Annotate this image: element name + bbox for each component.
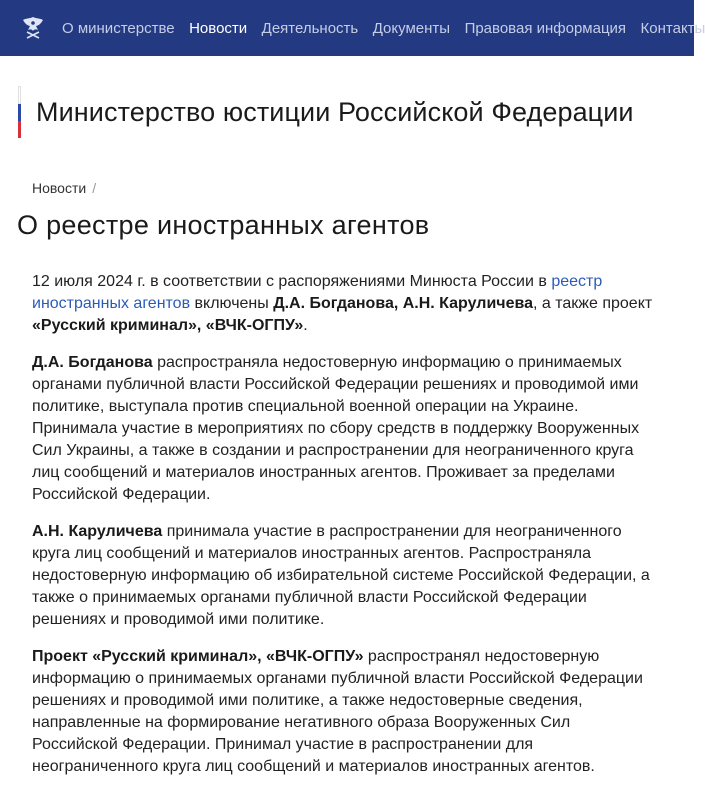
nav-item-contacts[interactable]: Контакты — [640, 19, 705, 37]
article-paragraph: 12 июля 2024 г. в соответствии с распоряжениями Минюста России в реестр иностранных агентов включены Д.А. Богданова, А.Н. Каруличева, а также проект «Русский криминал», «ВЧК-ОГПУ». — [32, 273, 653, 334]
breadcrumb — [32, 180, 694, 196]
top-navigation-bar — [0, 0, 705, 56]
article-paragraph: А.Н. Каруличева принимала участие в распространении для неограниченного круга лиц сообщений и материалов иностранных агентов. Распространяла недостоверную информацию об избирательной системе Российской Федерации, а также о принимаемых органами публичной власти Российской Федерации решениях и проводимой ими политике. — [32, 523, 650, 628]
flag-stripe-red — [18, 121, 21, 138]
registry-link[interactable]: реестр иностранных агентов — [32, 273, 603, 312]
ministry-emblem-icon[interactable] — [18, 13, 48, 43]
page-title: О реестре иностранных агентов — [17, 210, 430, 240]
nav-item-documents[interactable]: Документы — [372, 19, 451, 37]
article-body — [32, 271, 660, 778]
breadcrumb-separator: / — [92, 180, 97, 196]
nav-item-legal-info[interactable]: Правовая информация — [464, 19, 627, 37]
flag-stripe-blue — [18, 104, 21, 121]
nav-item-about[interactable]: О министерстве — [62, 19, 175, 37]
site-title[interactable]: Министерство юстиции Российской Федерации — [36, 96, 634, 127]
breadcrumb-link-news[interactable]: Новости — [32, 180, 87, 196]
article-paragraph: Проект «Русский криминал», «ВЧК-ОГПУ» распространял недостоверную информацию о принимаемых органами публичной власти Российской Федерации решениях и проводимой ими политике, а также недостоверные сведения, направленные на формирование негативного образа Вооруженных Сил Российской Федерации. Принимал участие в распространении для неограниченного круга лиц сообщений и материалов иностранных агентов. — [32, 648, 643, 775]
flag-stripe-white — [18, 86, 21, 104]
nav-item-news[interactable]: Новости — [189, 19, 248, 37]
article-paragraph: Д.А. Богданова распространяла недостоверную информацию о принимаемых органами публичной власти Российской Федерации решениях и проводимой ими политике, выступала против специальной военной операции на Украине. Принимала участие в мероприятиях по сбору средств в поддержку Вооруженных Сил Украины, а также в создании и распространении для неограниченного круга лиц сообщений и материалов иностранных агентов. Проживает за пределами Российской Федерации. — [32, 354, 640, 503]
site-header — [18, 86, 694, 138]
nav-item-activity[interactable]: Деятельность — [261, 19, 359, 37]
